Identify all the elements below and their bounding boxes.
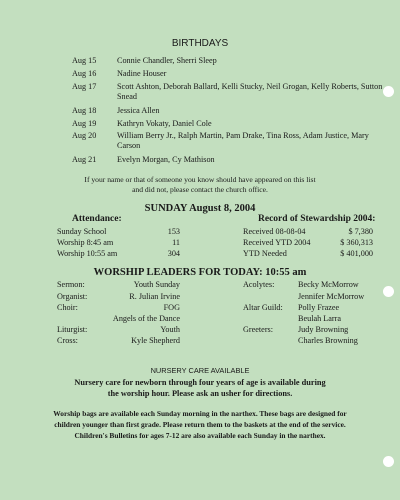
stewardship-label: YTD Needed	[243, 249, 287, 258]
punch-hole-bottom	[383, 456, 394, 467]
leader-role: Organist:	[57, 292, 88, 301]
leader-role: Acolytes:	[243, 280, 275, 289]
birthday-date: Aug 20	[72, 131, 97, 140]
birthday-date: Aug 17	[72, 82, 97, 91]
attendance-title: Attendance:	[72, 214, 122, 224]
attendance-value: 11	[172, 238, 180, 247]
leader-name: Youth Sunday	[133, 280, 180, 289]
birthday-date: Aug 21	[72, 155, 97, 164]
birthday-names: Kathryn Vokaty, Daniel Cole	[117, 119, 212, 128]
leader-name: Becky McMorrow	[298, 280, 359, 289]
leader-name: Angels of the Dance	[112, 314, 180, 323]
birthday-date: Aug 16	[72, 69, 97, 78]
birthday-names: Evelyn Morgan, Cy Mathison	[117, 155, 215, 164]
worship-bags-line3: Children's Bulletins for ages 7-12 are also available each Sunday in the narthex.	[74, 431, 326, 440]
birthday-note-line2: and did not, please contact the church office.	[132, 185, 268, 194]
leader-name: R. Julian Irvine	[129, 292, 180, 301]
worship-leaders-heading: WORSHIP LEADERS FOR TODAY: 10:55 am	[93, 267, 307, 278]
nursery-line1: Nursery care for newborn through four years of age is available during	[74, 378, 326, 387]
attendance-value: 304	[167, 249, 180, 258]
stewardship-value: $ 7,380	[348, 227, 373, 236]
birthday-date: Aug 15	[72, 56, 97, 65]
birthday-names: Nadine Houser	[117, 69, 167, 78]
leader-name: Youth	[160, 325, 180, 334]
punch-hole-middle	[383, 286, 394, 297]
nursery-line2: the worship hour. Please ask an usher for directions.	[107, 389, 293, 398]
birthday-note-line1: If your name or that of someone you know should have appeared on this list	[84, 175, 316, 184]
stewardship-label: Received YTD 2004	[243, 238, 311, 247]
birthday-date: Aug 19	[72, 119, 97, 128]
attendance-label: Sunday School	[57, 227, 107, 236]
worship-bags-line2: children younger than first grade. Please return them to the baskets at the end of the service.	[54, 420, 346, 429]
leader-role: Liturgist:	[57, 325, 88, 334]
leader-name: FOG	[163, 303, 180, 312]
attendance-label: Worship 10:55 am	[57, 249, 118, 258]
stewardship-value: $ 360,313	[340, 238, 373, 247]
leader-name: Jennifer McMorrow	[298, 292, 365, 301]
birthdays-heading: BIRTHDAYS	[171, 38, 229, 49]
worship-bags-line1: Worship bags are available each Sunday morning in the narthex. These bags are designed for	[53, 409, 347, 418]
birthday-names: Jessica Allen	[117, 106, 160, 115]
leader-name: Beulah Larra	[298, 314, 341, 323]
leader-role: Cross:	[57, 336, 78, 345]
stewardship-title: Record of Stewardship 2004:	[258, 214, 376, 224]
attendance-value: 153	[167, 227, 180, 236]
birthday-names: Scott Ashton, Deborah Ballard, Kelli Stucky, Neil Grogan, Kelly Roberts, Sutton Snead	[117, 82, 383, 101]
leader-name: Polly Frazee	[298, 303, 340, 312]
leader-role: Sermon:	[57, 280, 85, 289]
birthday-names: William Berry Jr., Ralph Martin, Pam Drake, Tina Ross, Adam Justice, Mary Carson	[117, 131, 369, 150]
leader-name: Kyle Shepherd	[131, 336, 180, 345]
nursery-heading: NURSERY CARE AVAILABLE	[150, 366, 250, 375]
stewardship-label: Received 08-08-04	[243, 227, 306, 236]
birthday-date: Aug 18	[72, 106, 97, 115]
sunday-heading: SUNDAY August 8, 2004	[144, 203, 256, 214]
stewardship-value: $ 401,000	[340, 249, 373, 258]
leader-role: Altar Guild:	[243, 303, 283, 312]
leader-role: Greeters:	[243, 325, 274, 334]
birthday-names: Connie Chandler, Sherri Sleep	[117, 56, 217, 65]
leader-name: Judy Browning	[298, 325, 349, 334]
attendance-label: Worship 8:45 am	[57, 238, 114, 247]
leader-role: Choir:	[57, 303, 78, 312]
leader-name: Charles Browning	[298, 336, 358, 345]
